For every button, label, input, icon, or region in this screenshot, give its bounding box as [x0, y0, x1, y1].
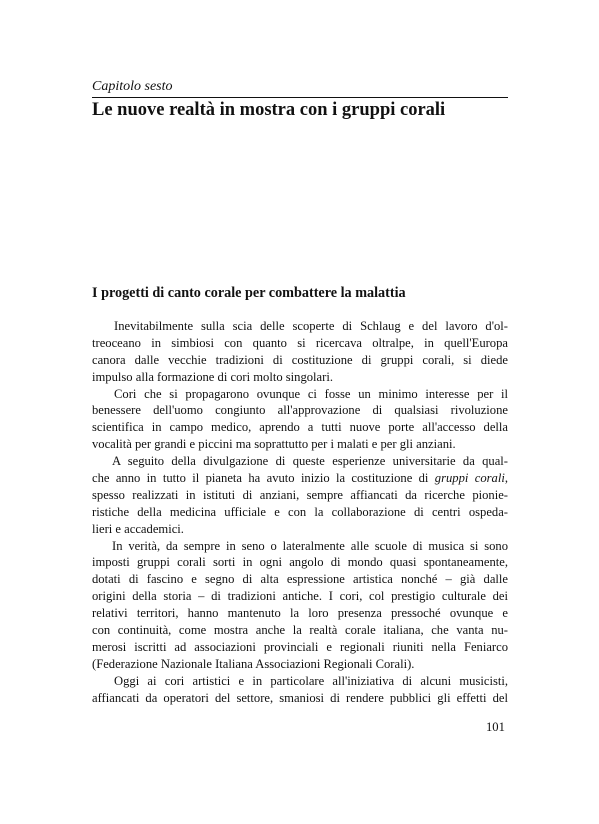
- text-line: origini della storia – di tradizioni antiche. I cori, col prestigio culturale dei: [92, 589, 508, 604]
- body-text: [92, 318, 508, 706]
- text-line: treoceano in simbiosi con quanto si ricercava oltralpe, in quell'Europa: [92, 335, 508, 350]
- text-line: (Federazione Nazionale Italiana Associazioni Regionali Corali).: [92, 656, 415, 671]
- page-number: 101: [486, 720, 505, 734]
- section-title: I progetti di canto corale per combattere la malattia: [92, 285, 406, 301]
- text-line: affiancati da operatori del settore, smaniosi di rendere pubblici gli effetti del: [92, 690, 508, 705]
- text-line: A seguito della divulgazione di queste esperienze universitarie da qual-: [112, 454, 508, 469]
- paragraph: [92, 538, 508, 673]
- text-line: ristiche della medicina ufficiale e con la collaborazione di centri ospeda-: [92, 504, 508, 519]
- text-line: lieri e accademici.: [92, 521, 184, 536]
- text-line: canora dalle vecchie tradizioni di costituzione di gruppi corali, si diede: [92, 352, 508, 367]
- text-line: Oggi ai cori artistici e in particolare all'iniziativa di alcuni musicisti,: [114, 673, 508, 688]
- paragraph: [92, 673, 508, 707]
- text-line: scientifica in campo medico, aprendo a tutti nuove porte all'accesso della: [92, 420, 508, 435]
- text-line: merosi iscritti ad associazioni provinciali e regionali riuniti nella Feniarco: [92, 639, 508, 654]
- text-line: che anno in tutto il pianeta ha avuto inizio la costituzione di gruppi corali,: [92, 471, 508, 486]
- text-line: imposti gruppi corali sorti in ogni angolo di mondo quasi spontaneamente,: [92, 555, 508, 570]
- chapter-rule: [92, 97, 508, 98]
- text-line: Inevitabilmente sulla scia delle scoperte di Schlaug e del lavoro d'ol-: [114, 319, 508, 333]
- text-line: Cori che si propagarono ovunque ci fosse un minimo interesse per il: [114, 386, 508, 401]
- text-line: vocalità per grandi e piccini ma soprattutto per i malati e per gli anziani.: [92, 437, 456, 452]
- chapter-title: Le nuove realtà in mostra con i gruppi corali: [92, 100, 446, 120]
- paragraph: [92, 453, 508, 537]
- paragraph: [92, 318, 508, 386]
- chapter-label: Capitolo sesto: [92, 79, 173, 94]
- text-line: spesso realizzati in istituti di anziani, sempre affiancati da ricerche pionie-: [92, 487, 508, 502]
- text-line: impulso alla formazione di cori molto singolari.: [92, 369, 333, 384]
- text-line: relativi territori, hanno mantenuto la loro presenza pressoché ovunque e: [92, 606, 508, 621]
- paragraph: [92, 386, 508, 454]
- text-line: benessere dell'uomo congiunto all'approvazione di qualsiasi rivoluzione: [92, 403, 508, 418]
- text-line: con continuità, come mostra anche la realtà corale italiana, che vanta nu-: [92, 623, 508, 638]
- text-line: In verità, da sempre in seno o lateralmente alle scuole di musica si sono: [112, 538, 508, 553]
- text-line: dotati di fascino e segno di alta espressione artistica nonché – già dalle: [92, 572, 508, 587]
